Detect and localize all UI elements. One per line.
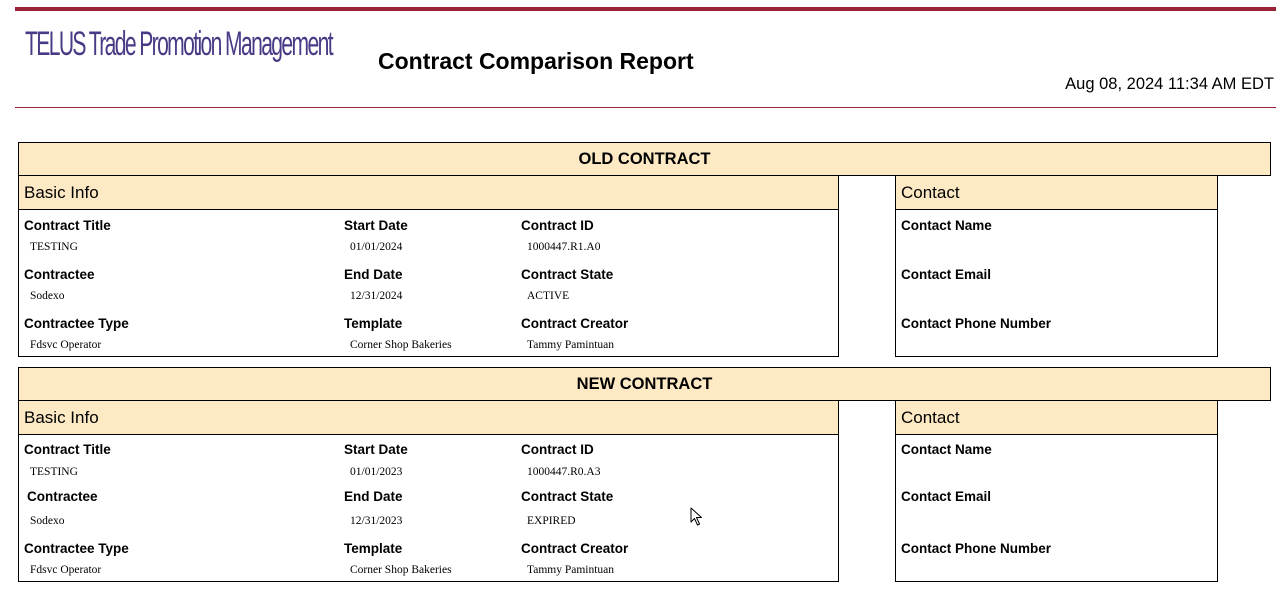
new-contractee-type-value: Fdsvc Operator bbox=[30, 564, 102, 576]
old-contact-phone-label: Contact Phone Number bbox=[901, 316, 1052, 331]
mouse-pointer-icon bbox=[690, 507, 704, 527]
old-start-date-label: Start Date bbox=[344, 218, 408, 233]
new-end-date-label: End Date bbox=[344, 489, 403, 504]
report-timestamp: Aug 08, 2024 11:34 AM EDT bbox=[1065, 75, 1274, 93]
old-basic-info-heading: Basic Info bbox=[19, 176, 838, 210]
new-start-date-label: Start Date bbox=[344, 442, 408, 457]
new-contract-id-value: 1000447.R0.A3 bbox=[527, 466, 601, 478]
new-contract-creator-label: Contract Creator bbox=[521, 541, 629, 556]
old-contract-id-label: Contract ID bbox=[521, 218, 594, 233]
new-template-label: Template bbox=[344, 541, 403, 556]
new-contract-state-value: EXPIRED bbox=[527, 515, 576, 527]
new-basic-info-panel bbox=[18, 400, 839, 582]
new-template-value: Corner Shop Bakeries bbox=[350, 564, 452, 576]
old-contract-state-label: Contract State bbox=[521, 267, 614, 282]
old-contract-creator-value: Tammy Pamintuan bbox=[527, 339, 615, 351]
new-contact-name-label: Contact Name bbox=[901, 442, 992, 457]
old-contractee-type-value: Fdsvc Operator bbox=[30, 339, 102, 351]
new-contract-id-label: Contract ID bbox=[521, 442, 594, 457]
new-contract-title-value: TESTING bbox=[30, 466, 78, 478]
old-contract-id-value: 1000447.R1.A0 bbox=[527, 241, 601, 253]
old-contact-panel bbox=[895, 175, 1218, 357]
new-contact-heading: Contact bbox=[896, 401, 1217, 435]
new-contract-banner: NEW CONTRACT bbox=[18, 367, 1271, 401]
old-contract-creator-label: Contract Creator bbox=[521, 316, 629, 331]
new-basic-info-heading: Basic Info bbox=[19, 401, 838, 435]
old-template-label: Template bbox=[344, 316, 403, 331]
company-logo: TELUS Trade Promotion Management bbox=[25, 25, 332, 63]
new-contact-email-label: Contact Email bbox=[901, 489, 992, 504]
old-end-date-label: End Date bbox=[344, 267, 403, 282]
top-rule bbox=[15, 7, 1276, 11]
old-contract-state-value: ACTIVE bbox=[527, 290, 570, 302]
new-contract-state-label: Contract State bbox=[521, 489, 614, 504]
old-contractee-value: Sodexo bbox=[30, 290, 65, 302]
old-contractee-label: Contractee bbox=[24, 267, 95, 282]
old-end-date-value: 12/31/2024 bbox=[350, 290, 403, 302]
header-divider bbox=[15, 107, 1276, 108]
old-start-date-value: 01/01/2024 bbox=[350, 241, 403, 253]
new-contract-creator-value: Tammy Pamintuan bbox=[527, 564, 615, 576]
old-contractee-type-label: Contractee Type bbox=[24, 316, 129, 331]
old-template-value: Corner Shop Bakeries bbox=[350, 339, 452, 351]
old-basic-info-panel bbox=[18, 175, 839, 357]
old-contact-heading: Contact bbox=[896, 176, 1217, 210]
new-contact-phone-label: Contact Phone Number bbox=[901, 541, 1052, 556]
new-contact-panel bbox=[895, 400, 1218, 582]
old-contract-banner: OLD CONTRACT bbox=[18, 142, 1271, 176]
new-contractee-value: Sodexo bbox=[30, 515, 65, 527]
report-title: Contract Comparison Report bbox=[378, 48, 694, 74]
old-contact-email-label: Contact Email bbox=[901, 267, 992, 282]
new-start-date-value: 01/01/2023 bbox=[350, 466, 403, 478]
new-end-date-value: 12/31/2023 bbox=[350, 515, 403, 527]
new-contractee-label: Contractee bbox=[27, 489, 98, 504]
new-contract-title-label: Contract Title bbox=[24, 442, 111, 457]
new-contractee-type-label: Contractee Type bbox=[24, 541, 129, 556]
old-contract-title-value: TESTING bbox=[30, 241, 78, 253]
old-contact-name-label: Contact Name bbox=[901, 218, 992, 233]
old-contract-title-label: Contract Title bbox=[24, 218, 111, 233]
